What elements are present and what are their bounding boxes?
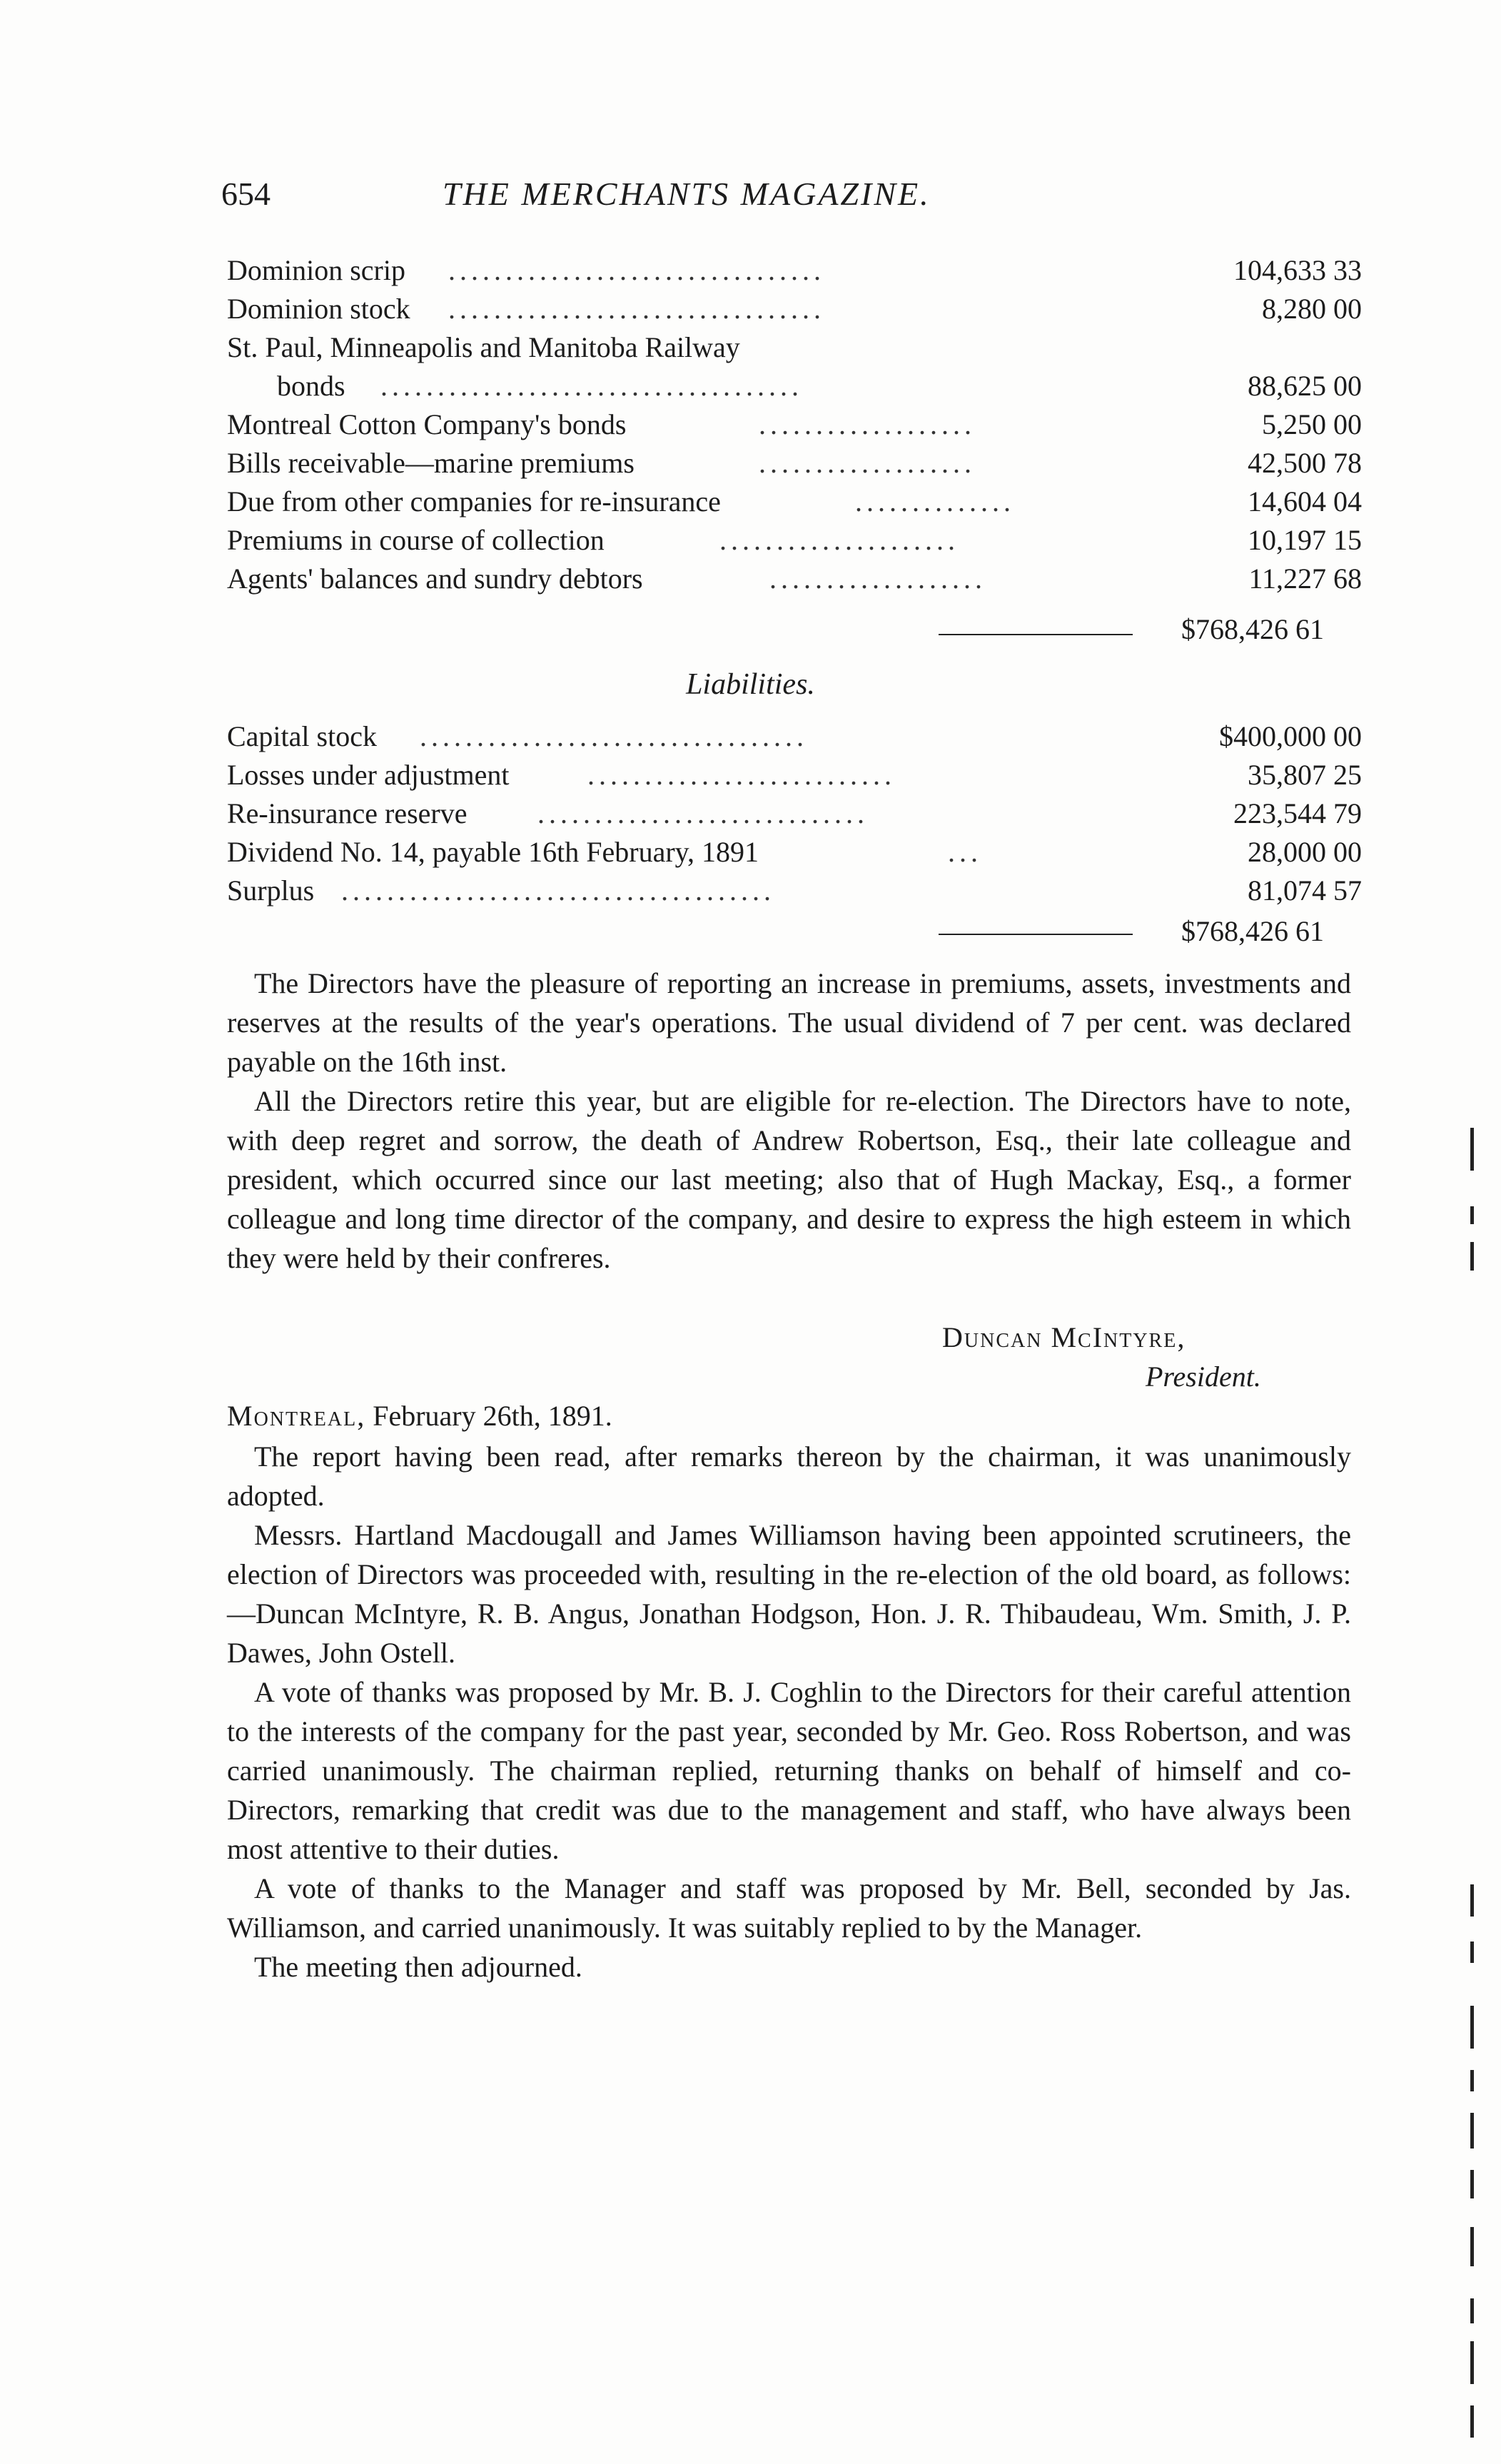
assets-total: $768,426 61 (1181, 613, 1324, 645)
paragraph: The report having been read, after remarks thereon by the chairman, it was unanimously adopted. (227, 1440, 1351, 1512)
ledger-label: Losses under adjustment (227, 759, 510, 791)
ledger-row (227, 872, 1362, 910)
ledger-label: Re-insurance reserve (227, 797, 468, 829)
ledger-amount: 88,625 00 (1248, 370, 1362, 402)
ledger-row (227, 521, 1362, 560)
ledger-amount: 5,250 00 (1262, 408, 1362, 440)
ledger-amount: 81,074 57 (1248, 874, 1362, 907)
paragraph: All the Directors retire this year, but are eligible for re-election. The Directors have to note, with deep regret and sorrow, the death of Andrew Robertson, Esq., their late colleague and president, which occurred since our last meeting; also that of Hugh Mackay, Esq., a former colleague and long time director of the company, and desire to express the high esteem in which they were held by their confreres. (227, 1085, 1351, 1274)
paragraph: The Directors have the pleasure of reporting an increase in premiums, assets, investments and reserves at the results of the year's operations. The usual dividend of 7 per cent. was declared payable on the 16th inst. (227, 967, 1351, 1078)
subtotal-rule (939, 934, 1133, 935)
ledger-amount: $400,000 00 (1219, 720, 1362, 752)
dot-leaders: ................................. (448, 293, 825, 325)
ledger-label: Due from other companies for re-insurance (227, 485, 721, 517)
paragraph: The meeting then adjourned. (254, 1951, 582, 1983)
ledger-amount: 8,280 00 (1262, 293, 1362, 325)
ledger-row (227, 794, 1362, 833)
ledger-row (227, 756, 1362, 794)
ledger-row (227, 483, 1362, 521)
ledger-row (227, 444, 1362, 483)
ledger-amount: 104,633 33 (1233, 254, 1362, 286)
ledger-amount: 11,227 68 (1248, 562, 1362, 595)
dot-leaders: ..................................... (380, 370, 803, 402)
dot-leaders: ............................. (537, 797, 869, 829)
ledger-row (227, 560, 1362, 598)
ledger-label: bonds (277, 370, 345, 402)
signature-name: Duncan McIntyre, (942, 1321, 1186, 1353)
ledger-label: Surplus (227, 874, 315, 907)
dot-leaders: ................... (769, 562, 986, 595)
signature-title: President. (1146, 1360, 1261, 1393)
directors-report (227, 964, 1351, 1278)
dot-leaders: .............. (855, 485, 1015, 517)
dot-leaders: ... (948, 836, 982, 868)
dateline (227, 1399, 612, 1433)
ledger-label: Premiums in course of collection (227, 524, 605, 556)
ledger-amount: 10,197 15 (1248, 524, 1362, 556)
dateline-date: February 26th, 1891. (373, 1400, 612, 1432)
section-heading: Liabilities. (686, 668, 815, 701)
ledger-label: Montreal Cotton Company's bonds (227, 408, 627, 440)
ledger-label: Capital stock (227, 720, 377, 752)
ledger-row (227, 328, 1148, 367)
dateline-place: Montreal, (227, 1400, 366, 1432)
page-number: 654 (221, 176, 271, 212)
dot-leaders: .................................. (420, 720, 808, 752)
ledger-amount: 35,807 25 (1248, 759, 1362, 791)
ledger-row (227, 367, 1362, 405)
ledger-row (227, 717, 1362, 756)
liabilities-total: $768,426 61 (1181, 915, 1324, 947)
dot-leaders: ..................... (719, 524, 959, 556)
ledger-amount: 42,500 78 (1248, 447, 1362, 479)
ledger-label: Dominion scrip (227, 254, 405, 286)
ledger-row (227, 405, 1362, 444)
ledger-label: Agents' balances and sundry debtors (227, 562, 643, 595)
ledger-label: Dividend No. 14, payable 16th February, 1891 (227, 836, 759, 868)
running-header (221, 175, 1363, 225)
running-title: THE MERCHANTS MAGAZINE. (443, 176, 931, 212)
ledger-row (227, 833, 1362, 872)
ledger-label: Dominion stock (227, 293, 410, 325)
liabilities-ledger (227, 717, 1362, 910)
dot-leaders: ................... (759, 408, 976, 440)
dot-leaders: ........................... (587, 759, 896, 791)
subtotal-rule (939, 634, 1133, 635)
assets-ledger (227, 251, 1362, 598)
dot-leaders: ................................. (448, 254, 825, 286)
dot-leaders: ................... (759, 447, 976, 479)
dot-leaders: ...................................... (341, 874, 775, 907)
paragraph: Messrs. Hartland Macdougall and James Williamson having been appointed scrutineers, the election of Directors was proceeded with, resulting in the re-election of the old board, as follows:—Duncan McIntyre, R. B. Angus, Jonathan Hodgson, Hon. J. R. Thibaudeau, Wm. Smith, J. P. Dawes, John Ostell. (227, 1519, 1351, 1669)
ledger-amount: 14,604 04 (1248, 485, 1362, 517)
ledger-label: Bills receivable—marine premiums (227, 447, 635, 479)
paragraph: A vote of thanks to the Manager and staff was proposed by Mr. Bell, seconded by Jas. Williamson, and carried unanimously. It was suitably replied to by the Manager. (227, 1872, 1351, 1944)
paragraph: A vote of thanks was proposed by Mr. B. J. Coghlin to the Directors for their careful attention to the interests of the company for the past year, seconded by Mr. Geo. Ross Robertson, and was carried unanimously. The chairman replied, returning thanks on behalf of himself and co-Directors, remarking that credit was due to the management and staff, who have always been most attentive to their duties. (227, 1676, 1351, 1865)
ledger-row (227, 251, 1362, 290)
ledger-row (227, 290, 1362, 328)
ledger-amount: 28,000 00 (1248, 836, 1362, 868)
ledger-amount: 223,544 79 (1233, 797, 1362, 829)
meeting-minutes (227, 1437, 1351, 1986)
ledger-label: St. Paul, Minneapolis and Manitoba Railway (227, 331, 740, 363)
scan-edge-marks (1470, 1128, 1479, 2463)
